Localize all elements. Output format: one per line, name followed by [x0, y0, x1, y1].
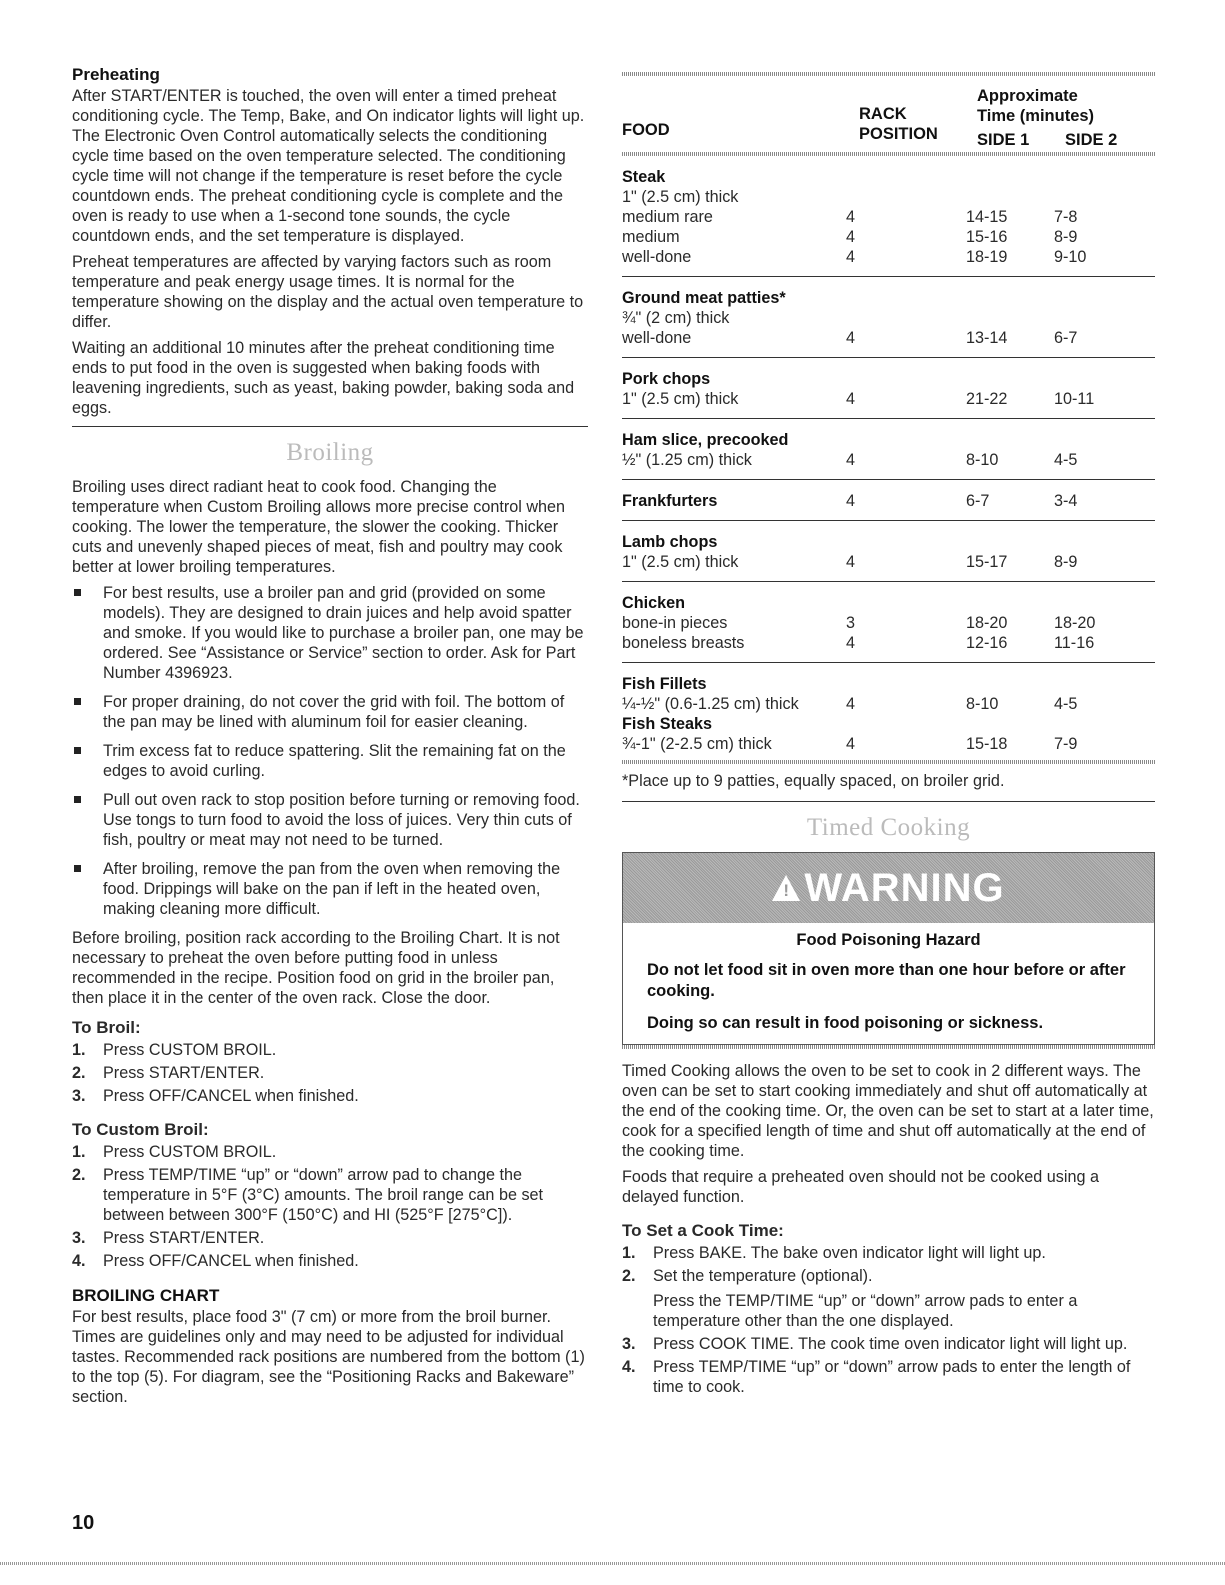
preheating-paragraph-3: Waiting an additional 10 minutes after the preheat conditioning time ends to put food in the oven is suggested when baking foods with leavening ingredients, such as yeast, baking powder, baking soda and eggs. — [72, 339, 575, 417]
side1-cell — [966, 187, 1054, 207]
chart-row — [622, 389, 1155, 409]
to-broil-heading: To Broil: — [72, 1018, 141, 1037]
broiling-tip: Trim excess fat to reduce spattering. Slit the remaining fat on the edges to avoid curling. — [72, 741, 588, 781]
section-divider — [622, 801, 1155, 802]
chart-row — [622, 308, 1155, 328]
warning-text-2: Doing so can result in food poisoning or sickness. — [647, 1014, 1044, 1032]
timed-cooking-paragraph-1: Timed Cooking allows the oven to be set to cook in 2 different ways. The oven can be set to start cooking immediately and shut off automatically at the end of the cooking time. Or, the oven can be set to start at a later time, cook for a specified length of time and shut off automatically at the end of the cooking time. — [622, 1062, 1154, 1160]
page-number: 10 — [72, 1512, 95, 1534]
food-cell: Ground meat patties* — [622, 289, 786, 307]
rack-column-header-line1: RACK — [859, 105, 907, 123]
page-bottom-rule — [0, 1562, 1225, 1565]
chart-row — [622, 288, 1155, 308]
warning-bottom-rule — [622, 1045, 1155, 1049]
chart-food-group — [622, 277, 1155, 358]
chart-row — [622, 369, 1155, 389]
warning-title: Food Poisoning Hazard — [796, 931, 981, 949]
cook-time-heading: To Set a Cook Time: — [622, 1221, 784, 1240]
timed-cooking-paragraph-2: Foods that require a preheated oven should not be cooked using a delayed function. — [622, 1168, 1099, 1206]
chart-food-group — [622, 156, 1155, 277]
side2-cell: 8-9 — [1054, 228, 1078, 246]
step-2-detail: Press the TEMP/TIME “up” or “down” arrow pads to enter a temperature other than the one displayed. — [653, 1292, 1078, 1330]
preheating-paragraph-2: Preheat temperatures are affected by varying factors such as room temperature and peak energy usage times. It is normal for the temperature showing on the display and the actual oven temperature to differ. — [72, 253, 584, 331]
chart-row — [622, 552, 1155, 572]
chart-food-group — [622, 358, 1155, 419]
broiling-paragraph-1: Broiling uses direct radiant heat to cook food. Changing the temperature when Custom Broiling allows more precise control when cooking. The lower the temperature, the slower the cooking. Thicker cuts and unevenly shaped pieces of meat, fish and poultry may cook better at lower broiling temperatures. — [72, 478, 566, 576]
side2-cell — [1054, 187, 1144, 207]
food-cell: 1" (2.5 cm) thick — [622, 553, 739, 571]
chart-row — [622, 633, 1155, 653]
step-item: 2. Press START/ENTER. — [72, 1064, 265, 1082]
rack-cell: 4 — [846, 329, 856, 347]
side1-cell: 15-18 — [966, 735, 1008, 753]
section-divider — [72, 426, 588, 427]
broiling-tip: Pull out oven rack to stop position before turning or removing food. Use tongs to turn food to avoid the loss of juices. Very thin cuts of fish, poultry or meat may not need to be turned. — [72, 790, 588, 850]
to-custom-broil-heading: To Custom Broil: — [72, 1120, 209, 1139]
food-cell: Fish Fillets — [622, 675, 707, 693]
side2-cell: 9-10 — [1054, 248, 1087, 266]
warning-box — [622, 852, 1155, 1045]
food-cell: medium — [622, 228, 680, 246]
side2-cell: 10-11 — [1054, 390, 1095, 408]
chart-row — [622, 674, 1155, 694]
broiling-chart-heading: BROILING CHART — [72, 1286, 220, 1305]
chart-row — [622, 593, 1155, 613]
step-item: 3. Press START/ENTER. — [72, 1229, 265, 1247]
side1-cell: 6-7 — [966, 492, 990, 510]
food-cell: 1" (2.5 cm) thick — [622, 188, 739, 206]
to-broil-steps — [72, 1040, 588, 1106]
approx-time-header-line2: Time (minutes) — [977, 107, 1095, 125]
timed-cooking-heading: Timed Cooking — [806, 814, 971, 841]
food-cell: well-done — [622, 248, 692, 266]
broiling-paragraph-2: Before broiling, position rack according to the Broiling Chart. It is not necessary to preheat the oven before putting food in unless recommended in the recipe. Position food on grid in the broiler pan, then place it in the center of the oven rack. Close the door. — [72, 929, 560, 1007]
rack-cell: 4 — [846, 228, 856, 246]
warning-banner — [623, 853, 1154, 923]
side1-cell: 8-10 — [966, 451, 999, 469]
food-cell: 1" (2.5 cm) thick — [622, 390, 739, 408]
rack-cell: 4 — [846, 208, 856, 226]
preheating-heading: Preheating — [72, 65, 160, 84]
preheating-paragraph-1: After START/ENTER is touched, the oven will enter a timed preheat conditioning cycle. The Temp, Bake, and On indicator lights will light up. The Electronic Oven Control automatically selects the conditioning cycle time based on the oven temperature selected. The conditioning cycle time will not change if the temperature is reset before the cycle countdown ends. The preheat conditioning cycle is complete and the oven is ready to use when a 1-second tone sounds, the cycle countdown ends, and the set temperature is displayed. — [72, 87, 585, 245]
side2-cell: 3-4 — [1054, 492, 1078, 510]
rack-cell — [846, 308, 966, 328]
broiling-tip: For best results, use a broiler pan and grid (provided on some models). They are designed to drain juices and help avoid spatter and smoke. If you would like to purchase a broiler pan, one may be ordered. See “Assistance or Service” section to order. Ask for Part Number 4396923. — [72, 583, 588, 683]
chart-row — [622, 613, 1155, 633]
chart-row — [622, 167, 1155, 187]
food-cell: ¾-1" (2-2.5 cm) thick — [622, 735, 772, 753]
warning-body — [623, 923, 1154, 1044]
side2-cell: 8-9 — [1054, 553, 1078, 571]
side1-cell: 18-19 — [966, 248, 1008, 266]
step-item: 1. Press CUSTOM BROIL. — [72, 1143, 277, 1161]
side2-cell — [1054, 308, 1144, 328]
rack-cell — [846, 187, 966, 207]
rack-column-header-line2: POSITION — [859, 125, 938, 143]
food-cell: boneless breasts — [622, 634, 745, 652]
chart-row — [622, 532, 1155, 552]
chart-row — [622, 430, 1155, 450]
food-cell: Fish Steaks — [622, 715, 712, 733]
side2-cell: 4-5 — [1054, 451, 1078, 469]
food-cell: well-done — [622, 329, 692, 347]
chart-row — [622, 247, 1155, 267]
side1-cell — [966, 308, 1054, 328]
step-item: 1. Press CUSTOM BROIL. — [72, 1041, 277, 1059]
chart-row — [622, 694, 1155, 714]
left-column — [72, 64, 588, 1413]
food-cell: ¼-½" (0.6-1.25 cm) thick — [622, 695, 799, 713]
food-cell: bone-in pieces — [622, 614, 728, 632]
side2-cell: 18-20 — [1054, 614, 1096, 632]
food-cell: ¾" (2 cm) thick — [622, 309, 730, 327]
chart-row — [622, 734, 1155, 754]
rack-cell: 4 — [846, 553, 856, 571]
side2-cell: 6-7 — [1054, 329, 1078, 347]
side1-cell: 21-22 — [966, 390, 1008, 408]
warning-text-1: Do not let food sit in oven more than one hour before or after cooking. — [647, 961, 1126, 1000]
food-cell: Lamb chops — [622, 533, 718, 551]
right-column — [622, 72, 1155, 1400]
warning-label: WARNING — [804, 865, 1005, 910]
rack-cell: 4 — [846, 634, 856, 652]
food-column-header: FOOD — [622, 121, 670, 139]
chart-row — [622, 207, 1155, 227]
side1-cell: 15-16 — [966, 228, 1008, 246]
side1-column-header: SIDE 1 — [977, 131, 1030, 149]
side2-cell: 11-16 — [1054, 634, 1095, 652]
food-cell: Chicken — [622, 594, 685, 612]
food-cell: Frankfurters — [622, 492, 718, 510]
broiling-chart-body — [622, 156, 1155, 760]
side1-cell: 13-14 — [966, 329, 1008, 347]
broiling-heading: Broiling — [286, 439, 374, 466]
chart-row — [622, 187, 1155, 207]
step-item: 4. Press OFF/CANCEL when finished. — [72, 1252, 359, 1270]
rack-cell: 4 — [846, 695, 856, 713]
cook-time-steps — [622, 1243, 1155, 1397]
side2-column-header: SIDE 2 — [1065, 131, 1118, 149]
side1-cell: 8-10 — [966, 695, 999, 713]
food-cell: Ham slice, precooked — [622, 431, 789, 449]
step-item: 2. Set the temperature (optional). Press the TEMP/TIME “up” or “down” arrow pads to enter a temperature other than the one displayed. — [622, 1266, 1155, 1331]
step-item: 4. Press TEMP/TIME “up” or “down” arrow pads to enter the length of time to cook. — [622, 1358, 1131, 1396]
chart-food-group — [622, 419, 1155, 480]
broiling-chart-intro: For best results, place food 3" (7 cm) or more from the broil burner. Times are guidelines only and may need to be adjusted for individual tastes. Recommended rack positions are numbered from the bottom (1) to the top (5). For diagram, see the “Positioning Racks and Bakeware” section. — [72, 1308, 585, 1406]
rack-cell: 4 — [846, 390, 856, 408]
rack-cell: 4 — [846, 735, 856, 753]
broiling-tip: After broiling, remove the pan from the oven when removing the food. Drippings will bake on the pan if left in the heated oven, making cleaning more difficult. — [72, 859, 588, 919]
warning-triangle-icon — [772, 875, 800, 901]
side2-cell: 7-8 — [1054, 208, 1078, 226]
chart-row — [622, 450, 1155, 470]
food-cell: Pork chops — [622, 370, 711, 388]
side2-cell: 4-5 — [1054, 695, 1078, 713]
rack-cell: 4 — [846, 451, 856, 469]
step-item: 2. Press TEMP/TIME “up” or “down” arrow pad to change the temperature in 5°F (3°C) amounts. The broil range can be set between between 300°F (150°C) and HI (525°F [275°C]). — [72, 1166, 544, 1224]
side2-cell: 7-9 — [1054, 735, 1078, 753]
side1-cell: 15-17 — [966, 553, 1008, 571]
chart-row — [622, 328, 1155, 348]
chart-food-group — [622, 521, 1155, 582]
chart-row — [622, 491, 1155, 511]
approx-time-header-line1: Approximate — [977, 87, 1078, 105]
rack-cell: 4 — [846, 492, 856, 510]
chart-food-group — [622, 480, 1155, 521]
chart-bottom-rule — [622, 760, 1155, 764]
side1-cell: 18-20 — [966, 614, 1008, 632]
side1-cell: 12-16 — [966, 634, 1008, 652]
food-cell: Steak — [622, 168, 666, 186]
chart-footnote: *Place up to 9 patties, equally spaced, on broiler grid. — [622, 772, 1005, 790]
broiling-tip: For proper draining, do not cover the grid with foil. The bottom of the pan may be lined with aluminum foil for easier cleaning. — [72, 692, 588, 732]
chart-row — [622, 227, 1155, 247]
step-item: 1. Press BAKE. The bake oven indicator light will light up. — [622, 1244, 1046, 1262]
food-cell: medium rare — [622, 208, 713, 226]
broiling-chart-header — [622, 76, 1155, 152]
to-custom-broil-steps — [72, 1142, 588, 1271]
rack-cell: 4 — [846, 248, 856, 266]
step-item: 3. Press COOK TIME. The cook time oven indicator light will light up. — [622, 1335, 1128, 1353]
chart-row — [622, 714, 1155, 734]
food-cell: ½" (1.25 cm) thick — [622, 451, 752, 469]
broiling-tips-list — [72, 583, 588, 919]
rack-cell: 3 — [846, 614, 856, 632]
chart-food-group — [622, 663, 1155, 760]
chart-food-group — [622, 582, 1155, 663]
step-item: 3. Press OFF/CANCEL when finished. — [72, 1087, 359, 1105]
side1-cell: 14-15 — [966, 208, 1008, 226]
